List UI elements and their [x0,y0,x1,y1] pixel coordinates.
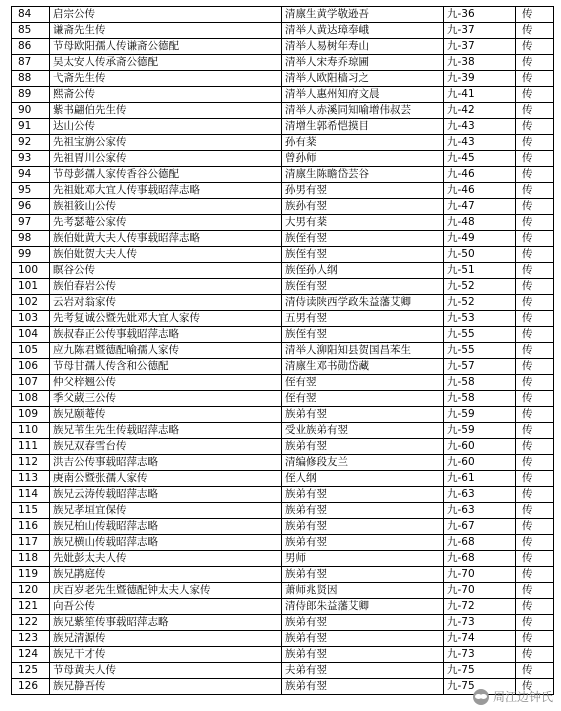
row-volume: 九-43 [444,119,516,135]
row-type: 传 [516,551,554,567]
row-type: 传 [516,279,554,295]
row-number: 97 [12,215,50,231]
row-type: 传 [516,71,554,87]
row-volume: 九-68 [444,551,516,567]
table-row [12,87,554,103]
row-author: 族弟有翌 [282,647,444,663]
row-number: 106 [12,359,50,375]
row-title: 族祖筱山公传 [50,199,282,215]
row-type: 传 [516,151,554,167]
row-type: 传 [516,423,554,439]
row-author: 清廪生陈瞻岱芸谷 [282,167,444,183]
row-author: 清举人欧阳樯习之 [282,71,444,87]
row-author: 清举人黄达璋奉峨 [282,23,444,39]
table-row [12,167,554,183]
row-type: 传 [516,503,554,519]
row-author: 族弟有翌 [282,519,444,535]
row-volume: 九-37 [444,39,516,55]
table-row [12,375,554,391]
row-type: 传 [516,391,554,407]
row-author: 族弟有翌 [282,407,444,423]
row-author: 孙男有翌 [282,183,444,199]
row-number: 108 [12,391,50,407]
row-type: 传 [516,535,554,551]
row-author: 族弟有翌 [282,679,444,695]
row-author: 清增生郭希恺摸目 [282,119,444,135]
row-number: 100 [12,263,50,279]
table-row [12,55,554,71]
row-author: 清廪生邓书勋岱藏 [282,359,444,375]
row-type: 传 [516,311,554,327]
row-volume: 九-74 [444,631,516,647]
table-row [12,311,554,327]
row-volume: 九-59 [444,407,516,423]
row-volume: 九-59 [444,423,516,439]
row-author: 族侄有翌 [282,247,444,263]
row-volume: 九-72 [444,599,516,615]
table-row [12,455,554,471]
row-title: 紫书翩伯先生传 [50,103,282,119]
row-number: 125 [12,663,50,679]
row-volume: 九-52 [444,295,516,311]
row-volume: 九-37 [444,23,516,39]
row-type: 传 [516,23,554,39]
row-author: 族弟有翌 [282,567,444,583]
row-number: 123 [12,631,50,647]
table-row [12,151,554,167]
row-author: 清举人宋寿乔琼圃 [282,55,444,71]
table-row [12,103,554,119]
row-title: 族兄静吾传 [50,679,282,695]
row-number: 93 [12,151,50,167]
row-volume: 九-58 [444,391,516,407]
row-author: 男师 [282,551,444,567]
table-row [12,7,554,23]
row-type: 传 [516,55,554,71]
row-title: 庚南公暨张孺人家传 [50,471,282,487]
table-row [12,119,554,135]
row-number: 107 [12,375,50,391]
row-title: 云岩对翁家传 [50,295,282,311]
row-type: 传 [516,39,554,55]
row-title: 季父葳三公传 [50,391,282,407]
row-type: 传 [516,7,554,23]
row-type: 传 [516,471,554,487]
row-volume: 九-50 [444,247,516,263]
row-author: 五男有翌 [282,311,444,327]
row-author: 清廪生黄学敬逊吾 [282,7,444,23]
row-title: 族伯妣贺大夫人传 [50,247,282,263]
row-number: 95 [12,183,50,199]
table-row [12,279,554,295]
row-author: 孙有棻 [282,135,444,151]
table-row [12,71,554,87]
row-type: 传 [516,167,554,183]
row-title: 先祖胃川公家传 [50,151,282,167]
row-type: 传 [516,567,554,583]
row-type: 传 [516,583,554,599]
table-row [12,487,554,503]
row-number: 121 [12,599,50,615]
row-volume: 九-42 [444,103,516,119]
row-title: 节母彭孺人家传香谷公德配 [50,167,282,183]
row-author: 侄有翌 [282,391,444,407]
row-author: 族侄孙人纲 [282,263,444,279]
watermark [473,688,553,705]
row-number: 117 [12,535,50,551]
table-row [12,231,554,247]
row-number: 104 [12,327,50,343]
table-row [12,39,554,55]
table-row [12,23,554,39]
row-volume: 九-43 [444,135,516,151]
row-volume: 九-73 [444,615,516,631]
row-author: 族侄有翌 [282,279,444,295]
row-title: 谦斋先生传 [50,23,282,39]
row-author: 族弟有翌 [282,487,444,503]
row-type: 传 [516,247,554,263]
row-type: 传 [516,135,554,151]
row-type: 传 [516,615,554,631]
row-number: 87 [12,55,50,71]
row-type: 传 [516,679,554,695]
row-type: 传 [516,439,554,455]
row-number: 122 [12,615,50,631]
row-title: 族兄干才传 [50,647,282,663]
row-title: 族伯春岩公传 [50,279,282,295]
row-volume: 九-53 [444,311,516,327]
row-title: 族兄颐菴传 [50,407,282,423]
row-title: 族兄清源传 [50,631,282,647]
row-number: 98 [12,231,50,247]
row-author: 族弟有翌 [282,615,444,631]
row-number: 86 [12,39,50,55]
row-volume: 九-60 [444,455,516,471]
row-number: 101 [12,279,50,295]
row-volume: 九-75 [444,663,516,679]
row-volume: 九-60 [444,439,516,455]
row-volume: 九-70 [444,583,516,599]
row-author: 清举人惠州知府文晨 [282,87,444,103]
row-type: 传 [516,183,554,199]
table-row [12,535,554,551]
table-row [12,647,554,663]
row-type: 传 [516,519,554,535]
row-author: 族侄有翌 [282,231,444,247]
row-author: 清举人易树年寿山 [282,39,444,55]
row-title: 仲父梓翘公传 [50,375,282,391]
row-title: 达山公传 [50,119,282,135]
row-volume: 九-63 [444,503,516,519]
row-number: 119 [12,567,50,583]
row-title: 熙斋公传 [50,87,282,103]
watermark-text: 周江边钟氏 [492,690,553,704]
row-volume: 九-55 [444,343,516,359]
row-title: 启宗公传 [50,7,282,23]
row-number: 88 [12,71,50,87]
row-title: 先考复诚公暨先妣邓大宜人家传 [50,311,282,327]
row-number: 103 [12,311,50,327]
row-volume: 九-51 [444,263,516,279]
index-table [11,6,554,695]
table-row [12,135,554,151]
table-row [12,199,554,215]
row-number: 102 [12,295,50,311]
row-title: 族兄孝垣宜保传 [50,503,282,519]
row-number: 116 [12,519,50,535]
row-type: 传 [516,407,554,423]
row-volume: 九-52 [444,279,516,295]
row-type: 传 [516,87,554,103]
row-author: 清侍读陕西学政朱益藩艾卿 [282,295,444,311]
index-table-body [12,7,554,695]
row-title: 族兄紫笙传事载昭萍志略 [50,615,282,631]
row-volume: 九-61 [444,471,516,487]
row-title: 节母甘孺人传含和公德配 [50,359,282,375]
row-author: 族孙有翌 [282,199,444,215]
row-volume: 九-70 [444,567,516,583]
row-volume: 九-68 [444,535,516,551]
table-row [12,503,554,519]
table-row [12,263,554,279]
table-row [12,551,554,567]
row-type: 传 [516,199,554,215]
row-number: 99 [12,247,50,263]
row-author: 萧师兆贤因 [282,583,444,599]
row-author: 受业族弟有翌 [282,423,444,439]
row-number: 94 [12,167,50,183]
row-title: 先妣彭太夫人传 [50,551,282,567]
row-volume: 九-46 [444,167,516,183]
table-row [12,519,554,535]
row-volume: 九-55 [444,327,516,343]
table-row [12,295,554,311]
table-row [12,343,554,359]
table-row [12,407,554,423]
row-number: 84 [12,7,50,23]
row-title: 族兄苇生先生传载昭萍志略 [50,423,282,439]
row-author: 族侄有翌 [282,327,444,343]
row-author: 侄人纲 [282,471,444,487]
wechat-icon [473,689,489,705]
row-volume: 九-57 [444,359,516,375]
row-number: 90 [12,103,50,119]
table-row [12,599,554,615]
row-volume: 九-67 [444,519,516,535]
table-row [12,423,554,439]
row-title: 先祖宝旃公家传 [50,135,282,151]
row-author: 大男有棻 [282,215,444,231]
row-title: 族兄横山传载昭萍志略 [50,535,282,551]
row-title: 庆百岁老先生暨德配钟太夫人家传 [50,583,282,599]
row-type: 传 [516,215,554,231]
row-title: 族兄云涛传载昭萍志略 [50,487,282,503]
row-type: 传 [516,663,554,679]
table-row [12,327,554,343]
row-volume: 九-45 [444,151,516,167]
row-number: 115 [12,503,50,519]
table-row [12,583,554,599]
table-row [12,663,554,679]
row-title: 弋斋先生传 [50,71,282,87]
row-type: 传 [516,375,554,391]
row-volume: 九-48 [444,215,516,231]
row-title: 瞑谷公传 [50,263,282,279]
table-row [12,247,554,263]
row-title: 节母黄夫人传 [50,663,282,679]
row-volume: 九-36 [444,7,516,23]
row-type: 传 [516,647,554,663]
row-title: 吴太安人传承斋公德配 [50,55,282,71]
row-volume: 九-58 [444,375,516,391]
genealogy-index-sheet [11,6,553,695]
row-title: 向吾公传 [50,599,282,615]
row-author: 族弟有翌 [282,631,444,647]
table-row [12,471,554,487]
table-row [12,567,554,583]
row-number: 126 [12,679,50,695]
row-author: 侄有翌 [282,375,444,391]
row-number: 89 [12,87,50,103]
row-number: 110 [12,423,50,439]
row-author: 曾孙师 [282,151,444,167]
row-title: 族伯妣黄大夫人传事载昭萍志略 [50,231,282,247]
row-volume: 九-73 [444,647,516,663]
row-author: 族弟有翌 [282,503,444,519]
row-number: 112 [12,455,50,471]
row-author: 族弟有翌 [282,439,444,455]
row-title: 应九陈君暨德配喻孺人家传 [50,343,282,359]
row-title: 族兄双春雪台传 [50,439,282,455]
row-type: 传 [516,599,554,615]
row-number: 109 [12,407,50,423]
row-author: 夫弟有翌 [282,663,444,679]
row-title: 族叔春正公传事载昭萍志略 [50,327,282,343]
row-number: 85 [12,23,50,39]
row-title: 先祖妣邓大宜人传事载昭萍志略 [50,183,282,199]
row-type: 传 [516,631,554,647]
row-type: 传 [516,487,554,503]
row-title: 先考瑟菴公家传 [50,215,282,231]
row-number: 118 [12,551,50,567]
row-title: 洪吉公传事载昭萍志略 [50,455,282,471]
row-author: 清编修段友兰 [282,455,444,471]
table-row [12,391,554,407]
row-volume: 九-38 [444,55,516,71]
row-number: 92 [12,135,50,151]
row-type: 传 [516,327,554,343]
row-number: 124 [12,647,50,663]
row-number: 114 [12,487,50,503]
row-number: 120 [12,583,50,599]
row-title: 族兄柏山传载昭萍志略 [50,519,282,535]
row-number: 111 [12,439,50,455]
row-type: 传 [516,455,554,471]
table-row [12,615,554,631]
row-volume: 九-47 [444,199,516,215]
row-number: 113 [12,471,50,487]
row-volume: 九-41 [444,87,516,103]
row-number: 96 [12,199,50,215]
table-row [12,359,554,375]
table-row [12,631,554,647]
row-author: 族弟有翌 [282,535,444,551]
row-volume: 九-75 [444,679,516,695]
row-volume: 九-39 [444,71,516,87]
row-volume: 九-63 [444,487,516,503]
row-type: 传 [516,359,554,375]
row-author: 清侍郎朱益藩艾卿 [282,599,444,615]
row-type: 传 [516,231,554,247]
row-number: 91 [12,119,50,135]
row-volume: 九-46 [444,183,516,199]
row-author: 清举人泖阳知县贺国昌苯生 [282,343,444,359]
row-volume: 九-49 [444,231,516,247]
table-row [12,439,554,455]
row-type: 传 [516,343,554,359]
row-type: 传 [516,103,554,119]
table-row [12,215,554,231]
table-row [12,183,554,199]
row-type: 传 [516,295,554,311]
row-type: 传 [516,119,554,135]
row-number: 105 [12,343,50,359]
row-title: 族兄鹃庭传 [50,567,282,583]
row-type: 传 [516,263,554,279]
row-title: 节母欧阳孺人传谦斋公德配 [50,39,282,55]
row-author: 清举人赤溪同知喻增伟叔芸 [282,103,444,119]
